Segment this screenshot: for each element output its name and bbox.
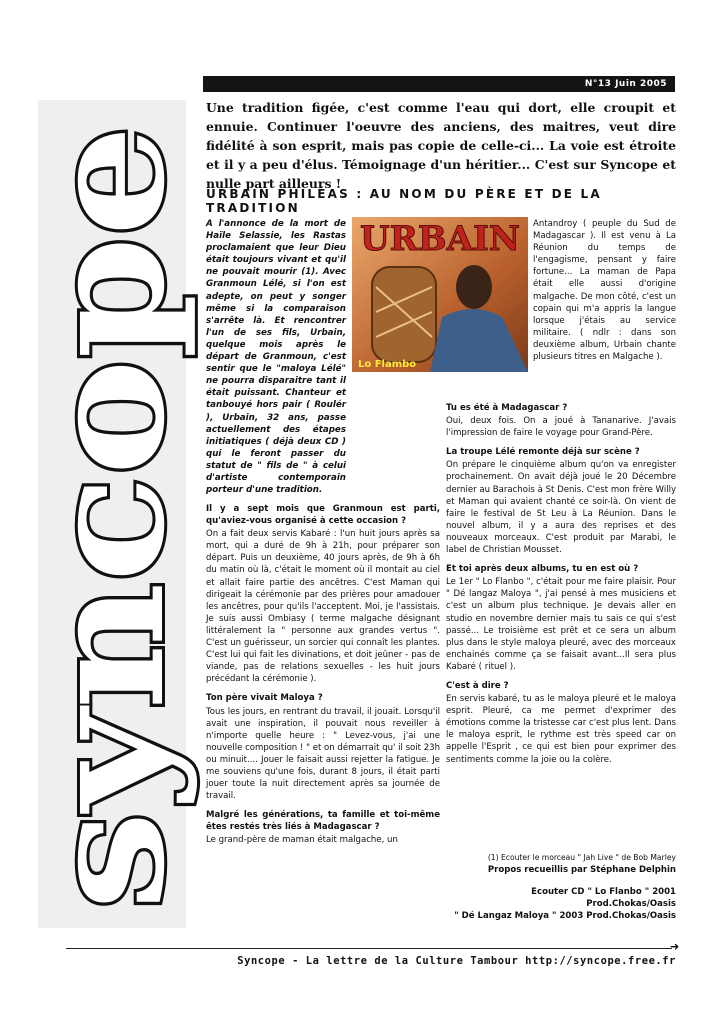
left-column <box>206 218 346 503</box>
urbain-photo <box>352 217 528 372</box>
footer-text: Syncope - La lettre de la Culture Tambour http://syncope.free.fr <box>237 955 676 967</box>
discography-cd1: " Lo Flanbo " 2001 Prod.Chokas/Oasis <box>586 887 676 910</box>
photo-title: URBAIN <box>359 219 521 259</box>
masthead-text: syncope <box>15 201 200 910</box>
photo-illustration <box>352 217 528 372</box>
lead-paragraph: A l'annonce de la mort de Haïle Selassie, les Rastas proclamaient que leur Dieu était toujours vivant et qu'il ne pouvait mourir (1). Avec Granmoun Lélé, si l'on est adepte, on peut y songer même si la comparaison s'arrête là. Et rencontrer l'un de ses fils, Urbain, quelque mois après le départ de Granmoun, c'est sentir que le "maloya Lélé" ne pourra disparaitre tant il était puissant. Chanteur et tanbouyé hors pair ( Roulér ), Urbain, 32 ans, passe actuellement des étapes initiatiques ( déjà deux CD ) qui le feront passer du statut de " fils de " à celui d'artiste contemporain porteur d'une tradition. <box>206 219 346 496</box>
question-1: Il y a sept mois que Granmoun est parti, qu'aviez-vous organisé à cette occasion ? <box>206 504 440 527</box>
right-answer-3: Le 1er " Lo Flanbo ", c'était pour me faire plaisir. Pour " Dé langaz Maloya ", j'ai pensé à mes musiciens et c'est un album plus technique. Je devais aller en studio en novembre dernier mais tu sais ce qui s'est passé... Le troisième est prêt et ce sera un album plus dans le style maloya pleuré, avec des morceaux enchainés comme ça se faisait avant...Il sera plus Kabaré ( rituel ). <box>446 577 676 672</box>
interview-credit: Propos recueillis par Stéphane Delphin <box>487 865 676 876</box>
answer-3: Le grand-père de maman était malgache, un <box>206 835 398 846</box>
article-headline: URBAIN PHILÉAS : AU NOM DU PÈRE ET DE LA TRADITION <box>206 187 602 215</box>
right-question-2: La troupe Lélé remonte déjà sur scène ? <box>446 447 640 458</box>
arrow-right-icon: ➜ <box>670 940 680 953</box>
answer-2: Tous les jours, en rentrant du travail, il jouait. Lorsqu'il avait une inspiration, il pouvait nous reveiller à n'importe quelle heure : " Levez-vous, j'ai une nouvelle composition ! " et on démarrait qu' il soit 23h ou minuit.... Jouer le faisait aussi rejetter la fatigue. Je me souviens qu'une fois, durant 8 jours, il était parti jouer toute la nuit directement après sa journée de travail. <box>206 706 441 802</box>
question-3: Malgré les générations, ta famille et toi-même êtes restés très liés à Madagascar ? <box>206 810 440 833</box>
photo-caption: Lo Flambo <box>358 359 417 370</box>
intro-paragraph: Une tradition figée, c'est comme l'eau qui dort, elle croupit et ennuie. Continuer l'oeuvre des anciens, des maitres, veut dire fidélité à son esprit, mais pas copie de celle-ci... La voie est étroite et il y a peu d'élus. Témoignage d'un héritier... C'est sur Syncope et nulle part ailleurs ! <box>206 100 676 191</box>
right-column-top <box>533 218 676 370</box>
right-answer-2: On prépare le cinquième album qu'on va enregister prochainement. On avait déjà joué le 20 Décembre dernier au Barachois à St Denis. C'est mon frère Willy et Maman qui avaient chanté ce soir-là. On vient de faire le festival de St Leu à La Réunion. Dans le nouvel album, il y a aura des reprises et des nouveaux morceaux. C'est produit par Marabi, le label de Christian Mousset. <box>446 460 676 556</box>
issue-bar: N°13 Juin 2005 <box>203 76 675 92</box>
closing-notes <box>446 852 676 922</box>
right-question-1: Tu es été à Madagascar ? <box>446 403 568 413</box>
discography-label: Ecouter CD <box>531 887 585 898</box>
right-answer-4: En servis kabaré, tu as le maloya pleuré et le maloya esprit. Pleuré, ca me permet d'exprimer des émotions comme la tristesse car c'est plus lent. Dans le maloya esprit, le rythme est très speed car on appelle l'Esprit , ce qui est bien pour exprimer des sentiments comme la joie ou la colère. <box>446 694 676 765</box>
footnote: (1) Ecouter le morceau " Jah Live " de Bob Marley <box>487 853 676 862</box>
answer-1: On a fait deux servis Kabaré : l'un huit jours après sa mort, qui a duré de 9h à 21h, pour préparer son départ. Puis un deuxième, 40 jours après, de 9h à 6h du matin où là, c'était le moment où il montait au ciel et allait faire partie des ancêtres. C'est Maman qui dirigeait la cérémonie par des prières pour amadouer les ancêtres, pour qu'ils l'acceptent. Moi, je l'assistais. Je suis aussi Ombiasy ( terme malgache désignant littéralement la " personne aux grandes vertus ". C'est un guérisseur, un sorcier qui connaît les plantes. C'est lui qui fait les divinations, et doit jeûner - pas de viande, pas de relations sexuelles - les huit jours précédant la cérémonie ). <box>206 529 440 685</box>
right-answer-1: Oui, deux fois. On a joué à Tananarive. J'avais l'impression de faire le voyage pour Grand-Père. <box>446 416 676 439</box>
discography <box>446 886 676 910</box>
right-question-3: Et toi après deux albums, tu en est où ? <box>446 564 639 575</box>
footer-rule <box>66 948 672 949</box>
discography-cd2: " Dé Langaz Maloya " 2003 Prod.Chokas/Oasis <box>454 911 676 922</box>
right-question-4: C'est à dire ? <box>446 680 509 691</box>
left-column-body <box>206 503 440 854</box>
right-top-paragraph: Antandroy ( peuple du Sud de Madagascar ). Il est venu à La Réunion du temps de l'engagisme, pensant y faire fortune... La maman de Papa était elle aussi d'origine malgache. De mon côté, c'est un copain qui m'a appris la langue lorsque j'étais au service militaire. ( ndlr : dans son deuxième album, Urbain chante plusieurs titres en Malgache ). <box>533 219 676 363</box>
question-2: Ton père vivait Maloya ? <box>206 693 323 704</box>
right-column-body <box>446 402 676 773</box>
masthead-logo <box>15 120 200 910</box>
